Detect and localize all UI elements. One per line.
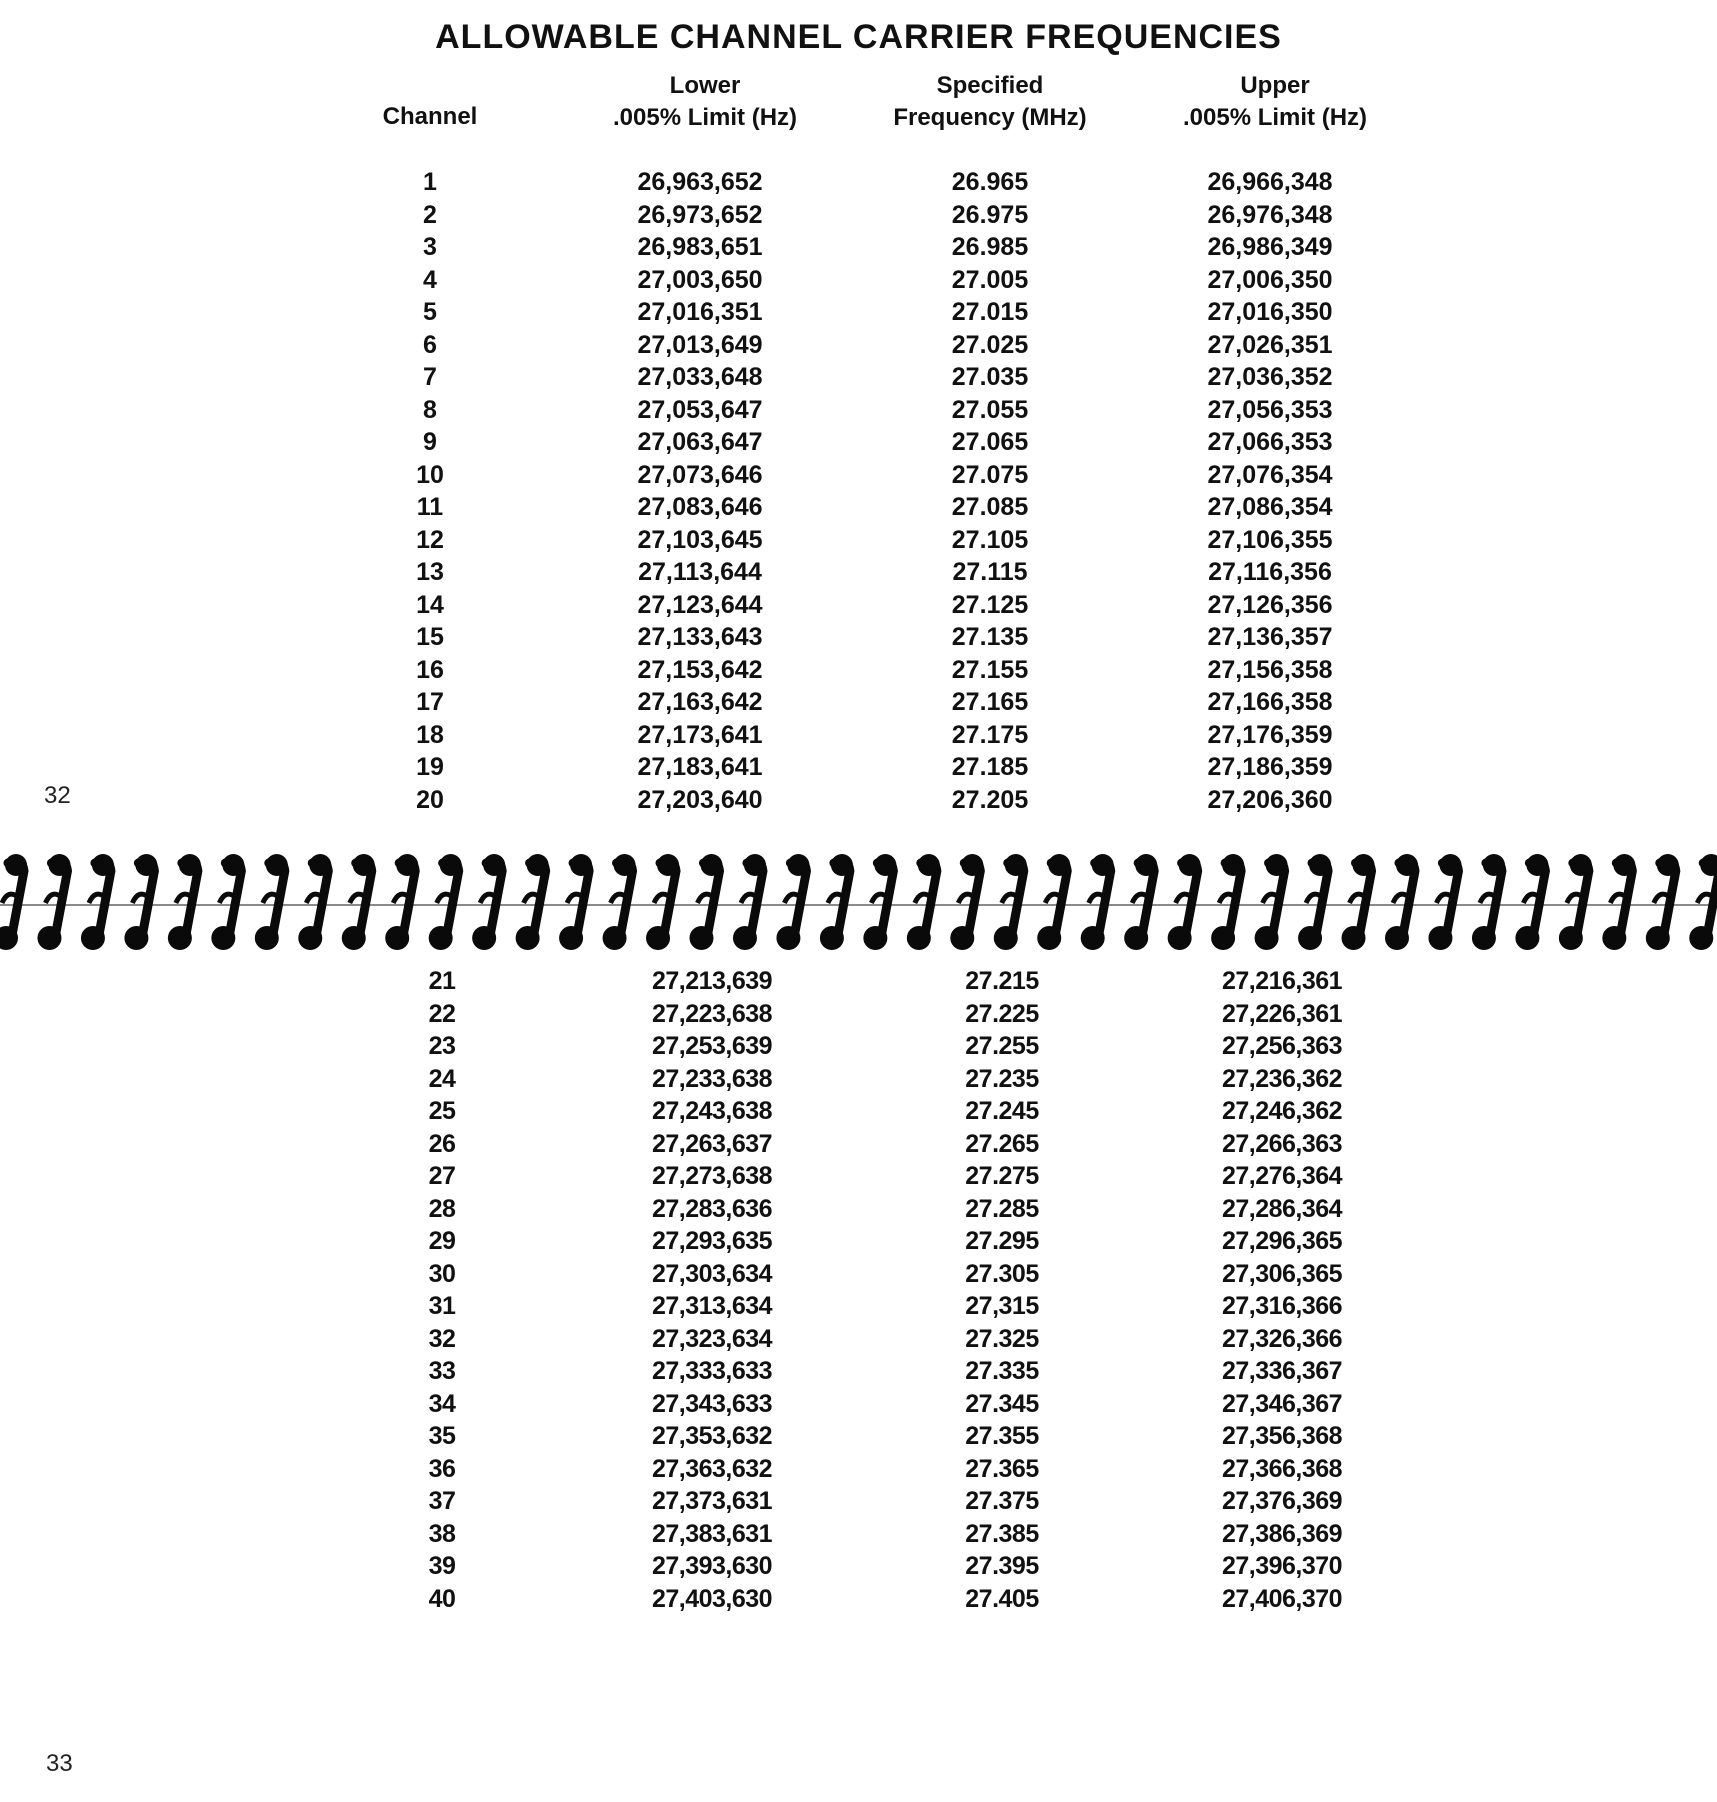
spiral-coil <box>385 854 418 950</box>
cell-channel: 29 <box>428 1227 456 1255</box>
cell-upper: 27,036,352 <box>1207 363 1333 391</box>
cell-channel: 16 <box>416 655 444 684</box>
cell-upper: 27,306,365 <box>1221 1259 1343 1288</box>
cell-lower: 27,333,633 <box>651 1357 773 1385</box>
cell-channel: 12 <box>416 525 444 554</box>
header-specified-line1: Specified <box>936 72 1044 99</box>
cell-specified: 27.245 <box>965 1097 1039 1125</box>
cell-upper: 27,206,360 <box>1207 785 1333 814</box>
spiral-coil <box>994 854 1027 950</box>
spiral-coil <box>863 854 896 950</box>
spiral-coil <box>1342 854 1375 950</box>
page-32 <box>0 0 1717 840</box>
cell-lower: 27,343,633 <box>651 1389 773 1418</box>
cell-specified: 27.275 <box>965 1162 1039 1190</box>
cell-upper: 27,276,364 <box>1221 1162 1343 1190</box>
spiral-coil <box>168 854 201 950</box>
page-number-33: 33 <box>46 1750 73 1777</box>
cell-lower: 26,973,652 <box>637 200 763 229</box>
cell-channel: 19 <box>416 753 444 781</box>
cell-specified: 27.185 <box>951 753 1029 781</box>
cell-upper: 27,346,367 <box>1221 1389 1343 1418</box>
cell-specified: 27.395 <box>965 1552 1039 1580</box>
cell-lower: 27,003,650 <box>637 265 763 294</box>
spiral-coil <box>1298 854 1331 950</box>
cell-lower: 27,203,640 <box>637 785 763 814</box>
cell-lower: 27,253,639 <box>651 1032 773 1060</box>
table-row <box>0 296 1717 329</box>
spiral-coil <box>820 854 853 950</box>
cell-channel: 15 <box>416 623 444 651</box>
frequency-table-top <box>0 166 1717 816</box>
spiral-coil <box>472 854 505 950</box>
spiral-coil <box>646 854 679 950</box>
spiral-coil-icon <box>0 845 1717 960</box>
cell-upper: 26,976,348 <box>1207 200 1333 229</box>
cell-lower: 27,153,642 <box>637 655 763 684</box>
cell-channel: 7 <box>423 363 437 391</box>
cell-specified: 26.965 <box>951 168 1029 196</box>
page-number-32: 32 <box>44 782 71 809</box>
cell-channel: 18 <box>416 720 444 749</box>
table-row <box>0 459 1717 492</box>
cell-specified: 27.255 <box>965 1032 1039 1060</box>
cell-upper: 27,296,365 <box>1221 1227 1343 1255</box>
cell-specified: 27.015 <box>951 298 1029 326</box>
cell-specified: 27.295 <box>965 1227 1039 1255</box>
cell-lower: 27,223,638 <box>651 999 773 1028</box>
cell-specified: 27.165 <box>951 688 1029 716</box>
cell-lower: 27,323,634 <box>651 1324 773 1353</box>
cell-lower: 27,273,638 <box>651 1162 773 1190</box>
cell-upper: 27,066,353 <box>1207 428 1333 456</box>
cell-specified: 27.125 <box>951 590 1029 619</box>
spiral-coil <box>1689 854 1717 950</box>
cell-channel: 5 <box>423 298 437 326</box>
spiral-coil <box>559 854 592 950</box>
table-row <box>0 621 1717 654</box>
table-row <box>0 654 1717 687</box>
cell-channel: 40 <box>428 1584 456 1613</box>
spiral-coil <box>603 854 636 950</box>
table-row <box>0 524 1717 557</box>
cell-channel: 6 <box>423 330 437 359</box>
page-33 <box>0 965 1717 1802</box>
cell-upper: 27,286,364 <box>1221 1194 1343 1223</box>
table-row <box>12 1095 1717 1128</box>
spiral-coil <box>950 854 983 950</box>
cell-specified: 27.075 <box>951 460 1029 489</box>
cell-lower: 27,013,649 <box>637 330 763 359</box>
cell-lower: 27,303,634 <box>651 1259 773 1288</box>
cell-lower: 27,353,632 <box>651 1422 773 1450</box>
cell-upper: 27,186,359 <box>1207 753 1333 781</box>
cell-specified: 27.215 <box>965 967 1039 995</box>
table-row <box>12 1323 1717 1356</box>
cell-lower: 27,243,638 <box>651 1097 773 1125</box>
cell-upper: 26,966,348 <box>1207 168 1333 196</box>
cell-specified: 27.235 <box>965 1064 1039 1093</box>
cell-lower: 27,113,644 <box>638 558 762 586</box>
spiral-coil <box>1472 854 1505 950</box>
cell-specified: 27.375 <box>965 1487 1039 1515</box>
table-row <box>0 231 1717 264</box>
cell-channel: 3 <box>423 233 437 261</box>
cell-lower: 27,293,635 <box>651 1227 773 1255</box>
cell-lower: 27,313,634 <box>651 1292 773 1320</box>
cell-specified: 27.205 <box>951 785 1029 814</box>
cell-upper: 27,326,366 <box>1221 1324 1343 1353</box>
cell-channel: 17 <box>416 688 444 716</box>
cell-lower: 27,263,637 <box>651 1129 773 1158</box>
cell-lower: 26,983,651 <box>637 233 763 261</box>
cell-upper: 27,126,356 <box>1207 590 1333 619</box>
cell-upper: 27,256,363 <box>1221 1032 1343 1060</box>
cell-lower: 27,063,647 <box>637 428 763 456</box>
table-row <box>12 1518 1717 1551</box>
table-row <box>12 1290 1717 1323</box>
table-row <box>12 1388 1717 1421</box>
cell-upper: 27,216,361 <box>1221 967 1343 995</box>
cell-specified: 27.265 <box>965 1129 1039 1158</box>
cell-upper: 27,376,369 <box>1221 1487 1343 1515</box>
spiral-coil <box>1646 854 1679 950</box>
cell-specified: 27,315 <box>965 1292 1039 1320</box>
cell-upper: 27,316,366 <box>1221 1292 1343 1320</box>
table-row <box>0 719 1717 752</box>
cell-specified: 27.005 <box>951 265 1029 294</box>
cell-channel: 30 <box>428 1259 456 1288</box>
cell-specified: 27.355 <box>965 1422 1039 1450</box>
header-lower-line2: .005% Limit (Hz) <box>612 104 798 131</box>
table-row <box>0 491 1717 524</box>
cell-channel: 8 <box>423 395 437 424</box>
table-row <box>12 1583 1717 1616</box>
spiral-binding <box>0 845 1717 960</box>
cell-upper: 27,236,362 <box>1221 1064 1343 1093</box>
cell-channel: 24 <box>428 1064 456 1093</box>
cell-specified: 27.135 <box>951 623 1029 651</box>
cell-upper: 27,116,356 <box>1208 558 1332 586</box>
cell-upper: 26,986,349 <box>1207 233 1333 261</box>
cell-specified: 27.225 <box>965 999 1039 1028</box>
header-upper <box>1150 70 1400 134</box>
table-row <box>12 1355 1717 1388</box>
cell-upper: 27,006,350 <box>1207 265 1333 294</box>
cell-channel: 13 <box>416 558 444 586</box>
table-row <box>0 361 1717 394</box>
table-row <box>0 329 1717 362</box>
cell-lower: 27,033,648 <box>637 363 763 391</box>
cell-specified: 27.065 <box>951 428 1029 456</box>
cell-lower: 27,103,645 <box>637 525 763 554</box>
cell-channel: 25 <box>428 1097 456 1125</box>
header-channel <box>370 101 490 133</box>
cell-channel: 21 <box>428 967 456 995</box>
cell-channel: 31 <box>428 1292 456 1320</box>
cell-upper: 27,356,368 <box>1221 1422 1343 1450</box>
table-row <box>0 166 1717 199</box>
cell-specified: 27.335 <box>965 1357 1039 1385</box>
table-row <box>12 1258 1717 1291</box>
spiral-coil <box>0 854 27 950</box>
spiral-coil <box>81 854 114 950</box>
cell-lower: 27,233,638 <box>651 1064 773 1093</box>
table-row <box>12 1225 1717 1258</box>
table-row <box>12 1063 1717 1096</box>
cell-specified: 26.975 <box>951 200 1029 229</box>
table-row <box>0 556 1717 589</box>
cell-specified: 27.365 <box>965 1454 1039 1483</box>
cell-lower: 26,963,652 <box>637 168 763 196</box>
cell-upper: 27,246,362 <box>1221 1097 1343 1125</box>
cell-specified: 27.345 <box>965 1389 1039 1418</box>
cell-upper: 27,266,363 <box>1221 1129 1343 1158</box>
cell-upper: 27,106,355 <box>1207 525 1333 554</box>
table-row <box>0 784 1717 817</box>
cell-lower: 27,173,641 <box>637 720 763 749</box>
cell-specified: 27.155 <box>951 655 1029 684</box>
table-row <box>12 1128 1717 1161</box>
cell-upper: 27,076,354 <box>1207 460 1333 489</box>
cell-lower: 27,393,630 <box>651 1552 773 1580</box>
cell-lower: 27,083,646 <box>637 493 763 521</box>
cell-specified: 26.985 <box>951 233 1029 261</box>
table-row <box>12 998 1717 1031</box>
spiral-coil <box>1124 854 1157 950</box>
cell-channel: 28 <box>428 1194 456 1223</box>
cell-channel: 26 <box>428 1129 456 1158</box>
spiral-coil <box>1037 854 1070 950</box>
header-upper-line2: .005% Limit (Hz) <box>1182 104 1368 131</box>
spiral-coil <box>689 854 722 950</box>
table-row <box>12 1453 1717 1486</box>
cell-channel: 11 <box>416 493 444 521</box>
cell-channel: 4 <box>423 265 437 294</box>
header-lower-line1: Lower <box>669 72 741 99</box>
cell-specified: 27.035 <box>951 363 1029 391</box>
table-row <box>12 1160 1717 1193</box>
table-row <box>0 199 1717 232</box>
cell-channel: 22 <box>428 999 456 1028</box>
cell-specified: 27.325 <box>965 1324 1039 1353</box>
cell-specified: 27.025 <box>951 330 1029 359</box>
cell-lower: 27,283,636 <box>651 1194 773 1223</box>
cell-lower: 27,183,641 <box>637 753 763 781</box>
spiral-coil <box>211 854 244 950</box>
cell-upper: 27,396,370 <box>1221 1552 1343 1580</box>
header-lower <box>580 70 830 134</box>
table-row <box>12 1485 1717 1518</box>
spiral-coil <box>37 854 70 950</box>
cell-lower: 27,373,631 <box>651 1487 773 1515</box>
table-row <box>0 264 1717 297</box>
spiral-coil <box>516 854 549 950</box>
header-specified-line2: Frequency (MHz) <box>893 104 1087 131</box>
header-specified <box>860 70 1120 134</box>
cell-upper: 27,156,358 <box>1207 655 1333 684</box>
spiral-coil <box>776 854 809 950</box>
cell-lower: 27,403,630 <box>651 1584 773 1613</box>
cell-specified: 27.385 <box>965 1519 1039 1548</box>
cell-upper: 27,086,354 <box>1207 493 1333 521</box>
cell-lower: 27,363,632 <box>651 1454 773 1483</box>
page-title: ALLOWABLE CHANNEL CARRIER FREQUENCIES <box>435 18 1282 56</box>
spiral-coil <box>1211 854 1244 950</box>
table-row <box>0 686 1717 719</box>
cell-upper: 27,136,357 <box>1207 623 1333 651</box>
spiral-coil <box>1602 854 1635 950</box>
cell-lower: 27,383,631 <box>651 1519 773 1548</box>
cell-channel: 35 <box>428 1422 456 1450</box>
spiral-coil <box>1168 854 1201 950</box>
cell-lower: 27,213,639 <box>651 967 773 995</box>
cell-upper: 27,056,353 <box>1207 395 1333 424</box>
cell-channel: 34 <box>428 1389 456 1418</box>
table-row <box>0 589 1717 622</box>
cell-lower: 27,133,643 <box>637 623 763 651</box>
cell-specified: 27.285 <box>965 1194 1039 1223</box>
cell-specified: 27.105 <box>951 525 1029 554</box>
cell-lower: 27,123,644 <box>637 590 763 619</box>
spiral-coil <box>1428 854 1461 950</box>
spiral-coil <box>124 854 157 950</box>
cell-specified: 27.175 <box>951 720 1029 749</box>
spiral-coil <box>1255 854 1288 950</box>
cell-specified: 27.405 <box>965 1584 1039 1613</box>
cell-lower: 27,016,351 <box>637 298 763 326</box>
spiral-coil <box>1385 854 1418 950</box>
cell-lower: 27,073,646 <box>637 460 763 489</box>
cell-specified: 27.115 <box>952 558 1028 586</box>
cell-upper: 27,406,370 <box>1221 1584 1343 1613</box>
cell-specified: 27.085 <box>951 493 1029 521</box>
cell-channel: 36 <box>428 1454 456 1483</box>
cell-channel: 27 <box>428 1162 456 1190</box>
spiral-coil <box>907 854 940 950</box>
cell-upper: 27,366,368 <box>1221 1454 1343 1483</box>
spiral-coil <box>733 854 766 950</box>
spiral-coil <box>298 854 331 950</box>
cell-channel: 14 <box>416 590 444 619</box>
header-upper-line1: Upper <box>1240 72 1310 99</box>
cell-specified: 27.055 <box>951 395 1029 424</box>
cell-channel: 23 <box>428 1032 456 1060</box>
cell-channel: 39 <box>428 1552 456 1580</box>
spiral-coil <box>1515 854 1548 950</box>
cell-channel: 9 <box>423 428 437 456</box>
table-row <box>0 751 1717 784</box>
cell-channel: 1 <box>423 168 437 196</box>
table-row <box>12 1550 1717 1583</box>
cell-channel: 32 <box>428 1324 456 1353</box>
spiral-coil <box>1081 854 1114 950</box>
cell-channel: 37 <box>428 1487 456 1515</box>
header-channel-line1: Channel <box>382 103 478 130</box>
table-row <box>12 1193 1717 1226</box>
spiral-coil <box>255 854 288 950</box>
cell-upper: 27,336,367 <box>1221 1357 1343 1385</box>
table-row <box>12 965 1717 998</box>
spiral-coil <box>429 854 462 950</box>
cell-upper: 27,176,359 <box>1207 720 1333 749</box>
cell-upper: 27,166,358 <box>1207 688 1333 716</box>
table-row <box>0 426 1717 459</box>
cell-channel: 33 <box>428 1357 456 1385</box>
cell-upper: 27,386,369 <box>1221 1519 1343 1548</box>
cell-channel: 38 <box>428 1519 456 1548</box>
frequency-table-bottom <box>12 965 1717 1615</box>
spiral-coil <box>1559 854 1592 950</box>
table-row <box>0 394 1717 427</box>
table-row <box>12 1420 1717 1453</box>
cell-lower: 27,163,642 <box>637 688 763 716</box>
cell-upper: 27,226,361 <box>1221 999 1343 1028</box>
spiral-coil <box>342 854 375 950</box>
cell-upper: 27,016,350 <box>1207 298 1333 326</box>
cell-lower: 27,053,647 <box>637 395 763 424</box>
cell-channel: 20 <box>416 785 444 814</box>
cell-channel: 10 <box>416 460 444 489</box>
cell-channel: 2 <box>423 200 437 229</box>
cell-upper: 27,026,351 <box>1207 330 1333 359</box>
table-row <box>12 1030 1717 1063</box>
cell-specified: 27.305 <box>965 1259 1039 1288</box>
